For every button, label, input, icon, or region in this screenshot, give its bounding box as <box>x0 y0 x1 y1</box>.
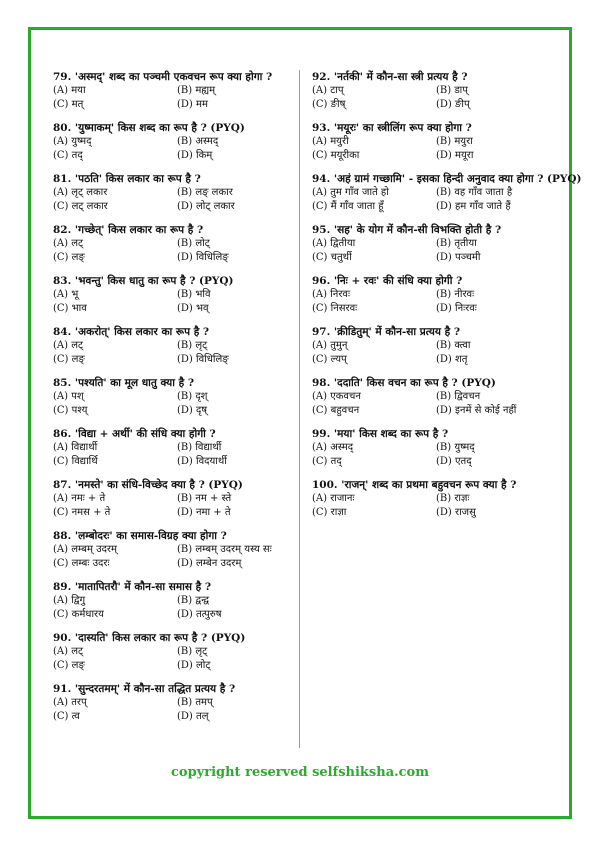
options-grid <box>312 390 550 417</box>
question-text: 86. 'विद्या + अर्थी' की संधि क्या होगी ? <box>53 428 216 440</box>
option-d: (D) दृष् <box>177 404 208 416</box>
option-d: (D) शतृ <box>436 353 468 365</box>
option-c: (C) कर्मधारय <box>53 608 104 620</box>
option-a: (A) पश् <box>53 391 84 402</box>
question-text: 89. 'मातापितरौ' में कौन-सा समास है ? <box>53 581 212 593</box>
question-block <box>53 478 291 519</box>
options-grid <box>53 441 291 468</box>
question-block <box>53 427 291 468</box>
question-block <box>53 580 291 621</box>
option-c: (C) ङीष् <box>312 98 346 110</box>
option-c: (C) निसरवः <box>312 302 358 314</box>
option-c: (C) भाव <box>53 302 87 314</box>
option-a: (A) एकवचन <box>312 391 361 402</box>
option-c: (C) तद् <box>53 149 83 161</box>
question-block <box>53 376 291 417</box>
option-b: (B) राज्ञः <box>436 493 470 504</box>
option-b: (B) युष्मद् <box>436 442 475 453</box>
question-block <box>53 631 291 672</box>
option-b: (B) दृश् <box>177 391 208 402</box>
question-block <box>53 172 291 213</box>
options-grid <box>312 492 550 519</box>
option-b: (B) भवि <box>177 289 211 300</box>
question-text: 99. 'मया' किस शब्द का रूप है ? <box>312 428 449 440</box>
question-text: 80. 'युष्माकम्' किस शब्द का रूप है ? (PYQ) <box>53 122 245 134</box>
option-b: (B) लङ् लकार <box>177 187 233 198</box>
option-a: (A) द्विगु <box>53 595 86 606</box>
option-b: (B) नम + स्ते <box>177 493 232 504</box>
option-d: (D) लोट् <box>177 659 211 671</box>
option-c: (C) लङ् <box>53 659 85 671</box>
option-b: (B) लृट् <box>177 646 208 657</box>
question-block <box>53 529 291 570</box>
options-grid <box>312 237 550 264</box>
option-a: (A) मया <box>53 85 86 96</box>
option-a: (A) तुमुन् <box>312 340 348 351</box>
option-a: (A) टाप् <box>312 85 344 96</box>
question-block <box>53 325 291 366</box>
question-text: 100. 'राजन्' शब्द का प्रथमा बहुवचन रूप क्या है ? <box>312 479 517 491</box>
option-b: (B) डाप् <box>436 85 468 96</box>
option-c: (C) लम्बः उदरः <box>53 557 110 569</box>
options-grid <box>53 390 291 417</box>
question-block <box>312 172 582 213</box>
question-text: 81. 'पठति' किस लकार का रूप है ? <box>53 173 201 185</box>
option-d: (D) ङीप् <box>436 98 470 110</box>
question-block <box>312 274 550 315</box>
option-c: (C) राज्ञा <box>312 506 347 518</box>
options-grid <box>53 186 291 213</box>
option-a: (A) द्वितीया <box>312 238 356 249</box>
options-grid <box>53 696 291 723</box>
question-block <box>312 70 550 111</box>
option-c: (C) तद् <box>312 455 342 467</box>
options-grid <box>53 492 291 519</box>
option-a: (A) लृट् लकार <box>53 187 108 198</box>
question-text: 95. 'सह' के योग में कौन-सी विभक्ति होती है ? <box>312 224 502 236</box>
option-d: (D) तल् <box>177 710 209 722</box>
option-c: (C) विद्यार्थि <box>53 455 98 467</box>
question-text: 94. 'अहं ग्रामं गच्छामि' - इसका हिन्दी अनुवाद क्या होगा ? (PYQ) <box>312 173 582 185</box>
question-block <box>53 70 291 111</box>
option-b: (B) अस्मद् <box>177 136 219 147</box>
question-block <box>53 274 291 315</box>
question-text: 79. 'अस्मद्' शब्द का पञ्चमी एकवचन रूप क्या होगा ? <box>53 71 273 83</box>
option-b: (B) तमप् <box>177 697 213 708</box>
option-d: (D) निःरवः <box>436 302 477 314</box>
option-a: (A) लट् <box>53 646 84 657</box>
right-column <box>312 70 582 529</box>
option-b: (B) वह गाँव जाता है <box>436 187 513 198</box>
option-a: (A) युष्मद् <box>53 136 92 147</box>
option-a: (A) लम्बम् उदरम् <box>53 544 117 555</box>
option-c: (C) ल्यप् <box>312 353 347 365</box>
options-grid <box>312 135 550 162</box>
option-a: (A) लट् <box>53 238 84 249</box>
options-grid <box>312 84 550 111</box>
options-grid <box>53 135 291 162</box>
left-column <box>53 70 291 733</box>
option-a: (A) तरप् <box>53 697 87 708</box>
option-d: (D) राजसु <box>436 506 476 518</box>
option-a: (A) तुम गाँव जाते हो <box>312 187 389 198</box>
option-b: (B) मह्यम् <box>177 85 216 96</box>
option-b: (B) लृट् <box>177 340 208 351</box>
option-d: (D) विधिलिङ् <box>177 353 229 365</box>
question-text: 91. 'सुन्दरतमम्' में कौन-सा तद्धित प्रत्यय है ? <box>53 683 236 695</box>
option-b: (B) नीरवः <box>436 289 475 300</box>
option-d: (D) हम गाँव जाते हैं <box>436 200 511 212</box>
options-grid <box>53 288 291 315</box>
question-block <box>312 376 550 417</box>
option-c: (C) बहुवचन <box>312 404 360 416</box>
question-text: 84. 'अकरोत्' किस लकार का रूप है ? <box>53 326 210 338</box>
option-a: (A) विद्यार्थी <box>53 442 98 453</box>
option-c: (C) लङ् <box>53 251 85 263</box>
option-d: (D) किम् <box>177 149 213 161</box>
option-a: (A) भू <box>53 289 79 300</box>
question-text: 97. 'क्रीडितुम्' में कौन-सा प्रत्यय है ? <box>312 326 461 338</box>
question-text: 85. 'पश्यति' का मूल धातु क्या है ? <box>53 377 195 389</box>
question-text: 90. 'दास्यति' किस लकार का रूप है ? (PYQ) <box>53 632 246 644</box>
question-text: 82. 'गच्छेत्' किस लकार का रूप है ? <box>53 224 204 236</box>
option-a: (A) मयुरी <box>312 136 349 147</box>
options-grid <box>53 84 291 111</box>
option-d: (D) लम्बेन उदरम् <box>177 557 242 569</box>
option-b: (B) द्वन्द्व <box>177 595 210 606</box>
options-grid <box>53 645 291 672</box>
option-a: (A) अस्मद् <box>312 442 354 453</box>
options-grid <box>312 441 550 468</box>
option-d: (D) तत्पुरुष <box>177 608 222 620</box>
option-d: (D) इनमें से कोई नहीं <box>436 404 517 416</box>
question-text: 92. 'नर्तकी' में कौन-सा स्त्री प्रत्यय है ? <box>312 71 468 83</box>
option-b: (B) द्विवचन <box>436 391 481 402</box>
option-d: (D) नमा + ते <box>177 506 231 518</box>
options-grid <box>53 237 291 264</box>
option-d: (D) विधिलिङ् <box>177 251 229 263</box>
question-block <box>312 121 550 162</box>
question-block <box>53 223 291 264</box>
option-a: (A) लट् <box>53 340 84 351</box>
option-c: (C) चतुर्थी <box>312 251 352 263</box>
option-d: (D) मयूरा <box>436 149 474 161</box>
option-c: (C) पश्य् <box>53 404 88 416</box>
option-b: (B) लोट् <box>177 238 210 249</box>
option-d: (D) विदयार्थी <box>177 455 227 467</box>
column-divider <box>299 70 300 748</box>
option-b: (B) मयुरा <box>436 136 473 147</box>
option-b: (B) विद्यार्थी <box>177 442 222 453</box>
option-c: (C) नमस + ते <box>53 506 111 518</box>
option-a: (A) नमः + ते <box>53 493 106 504</box>
question-block <box>53 121 291 162</box>
question-text: 83. 'भवन्तु' किस धातु का रूप है ? (PYQ) <box>53 275 234 287</box>
options-grid <box>312 186 550 213</box>
option-b: (B) क्त्वा <box>436 340 471 351</box>
option-c: (C) मत् <box>53 98 84 110</box>
option-c: (C) मयूरीका <box>312 149 360 161</box>
option-a: (A) निरवः <box>312 289 351 300</box>
question-block <box>312 478 550 519</box>
option-d: (D) एतद् <box>436 455 472 467</box>
option-c: (C) लङ् <box>53 353 85 365</box>
options-grid <box>312 339 550 366</box>
options-grid <box>53 594 291 621</box>
option-b: (B) तृतीया <box>436 238 477 249</box>
option-b: (B) लम्बम् उदरम् यस्य सः <box>177 544 272 555</box>
question-block <box>312 325 550 366</box>
option-d: (D) लोट् लकार <box>177 200 235 212</box>
options-grid <box>53 543 291 570</box>
question-text: 87. 'नमस्ते' का संधि-विच्छेद क्या है ? (PYQ) <box>53 479 243 491</box>
option-d: (D) पञ्चमी <box>436 251 481 263</box>
question-block <box>312 427 550 468</box>
option-d: (D) भव् <box>177 302 209 314</box>
options-grid <box>53 339 291 366</box>
question-text: 96. 'निः + रवः' की संधि क्या होगी ? <box>312 275 463 287</box>
question-block <box>312 223 550 264</box>
option-c: (C) लट् लकार <box>53 200 108 212</box>
copyright-footer: copyright reserved selfshiksha.com <box>171 765 429 780</box>
question-text: 88. 'लम्बोदरः' का समास-विग्रह क्या होगा ? <box>53 530 227 542</box>
question-text: 98. 'ददाति' किस वचन का रूप है ? (PYQ) <box>312 377 496 389</box>
options-grid <box>312 288 550 315</box>
question-block <box>53 682 291 723</box>
option-c: (C) मैं गाँव जाता हूँ <box>312 200 384 212</box>
option-a: (A) राजानः <box>312 493 355 504</box>
option-c: (C) त्व <box>53 710 80 722</box>
option-d: (D) मम <box>177 98 208 110</box>
question-text: 93. 'मयूरः' का स्त्रीलिंग रूप क्या होगा ? <box>312 122 472 134</box>
